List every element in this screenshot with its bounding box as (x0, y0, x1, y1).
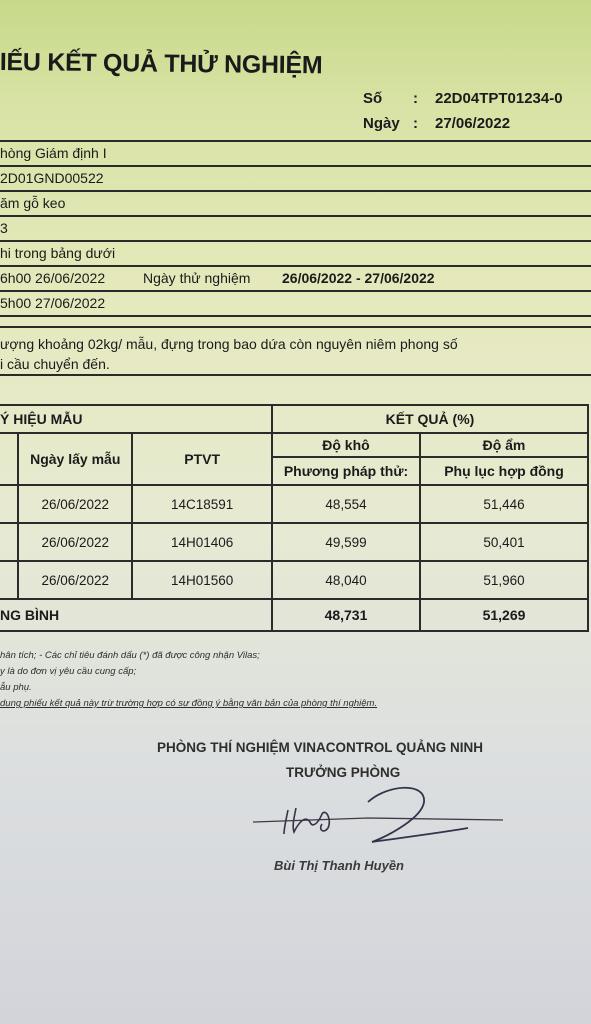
col-ptvt-header: PTVT (132, 433, 272, 485)
table-row: 26/06/2022 14H01406 49,599 50,401 (0, 523, 588, 561)
average-row (0, 599, 588, 631)
col-dry-header: Độ khô (272, 433, 420, 457)
test-date-value: 26/06/2022 - 27/06/2022 (282, 270, 435, 286)
info-row: 2D01GND00522 (0, 167, 591, 192)
info-row: hi trong bảng dưới (0, 242, 591, 267)
average-dry: 48,731 (272, 599, 420, 631)
report-number-value: 22D04TPT01234-0 (435, 90, 563, 107)
signer-role: TRƯỞNG PHÒNG (286, 765, 401, 780)
document-title: IẾU KẾT QUẢ THỬ NGHIỆM (0, 48, 323, 80)
report-date-label: Ngày (363, 115, 400, 132)
lab-name: PHÒNG THÍ NGHIỆM VINACONTROL QUẢNG NINH (157, 740, 484, 755)
info-row: 5h00 27/06/2022 (0, 292, 591, 317)
table-row: 26/06/2022 14C18591 48,554 51,446 (0, 485, 588, 523)
report-number-label: Số (363, 90, 383, 107)
test-date-label: Ngày thử nghiệm (143, 270, 251, 286)
info-row: ăm gỗ keo (0, 192, 591, 217)
col-moist-header: Độ ẩm (420, 433, 588, 457)
signer-name: Bùi Thị Thanh Huyền (274, 858, 404, 873)
table-row: 26/06/2022 14H01560 48,040 51,960 (0, 561, 588, 599)
col-date-header: Ngày lấy mẫu (18, 433, 132, 485)
sample-note: ượng khoảng 02kg/ mẫu, đựng trong bao dứa còn nguyên niêm phong số i cầu chuyển đến. (0, 326, 591, 376)
info-block (0, 140, 591, 317)
results-table (0, 404, 589, 632)
report-number: Số : 22D04TPT01234-0 (363, 90, 563, 107)
average-label: NG BÌNH (0, 599, 272, 631)
signature-image (248, 780, 508, 850)
sample-group-header: Ý HIỆU MẪU (0, 405, 272, 433)
average-moist: 51,269 (420, 599, 588, 631)
report-date: Ngày : 27/06/2022 (363, 115, 511, 132)
report-date-value: 27/06/2022 (435, 115, 511, 132)
info-row: 6h00 26/06/2022 Ngày thử nghiệm 26/06/2022 - 27/06/2022 (0, 267, 591, 292)
info-row: 3 (0, 217, 591, 242)
method-moist: Phụ lục hợp đồng (420, 457, 588, 485)
info-row: hòng Giám định I (0, 140, 591, 167)
method-dry: Phương pháp thử: (272, 457, 420, 485)
footnotes: hân tích; - Các chỉ tiêu đánh dấu (*) đã được công nhận Vilas; y là do đơn vị yêu cầu cung cấp; ẫu phụ. dụng phiếu kết quả này trừ trường hợp có sự đồng ý bằng văn bản của phòng thí nghiệm. (0, 650, 378, 709)
result-header: KẾT QUẢ (%) (272, 405, 588, 433)
